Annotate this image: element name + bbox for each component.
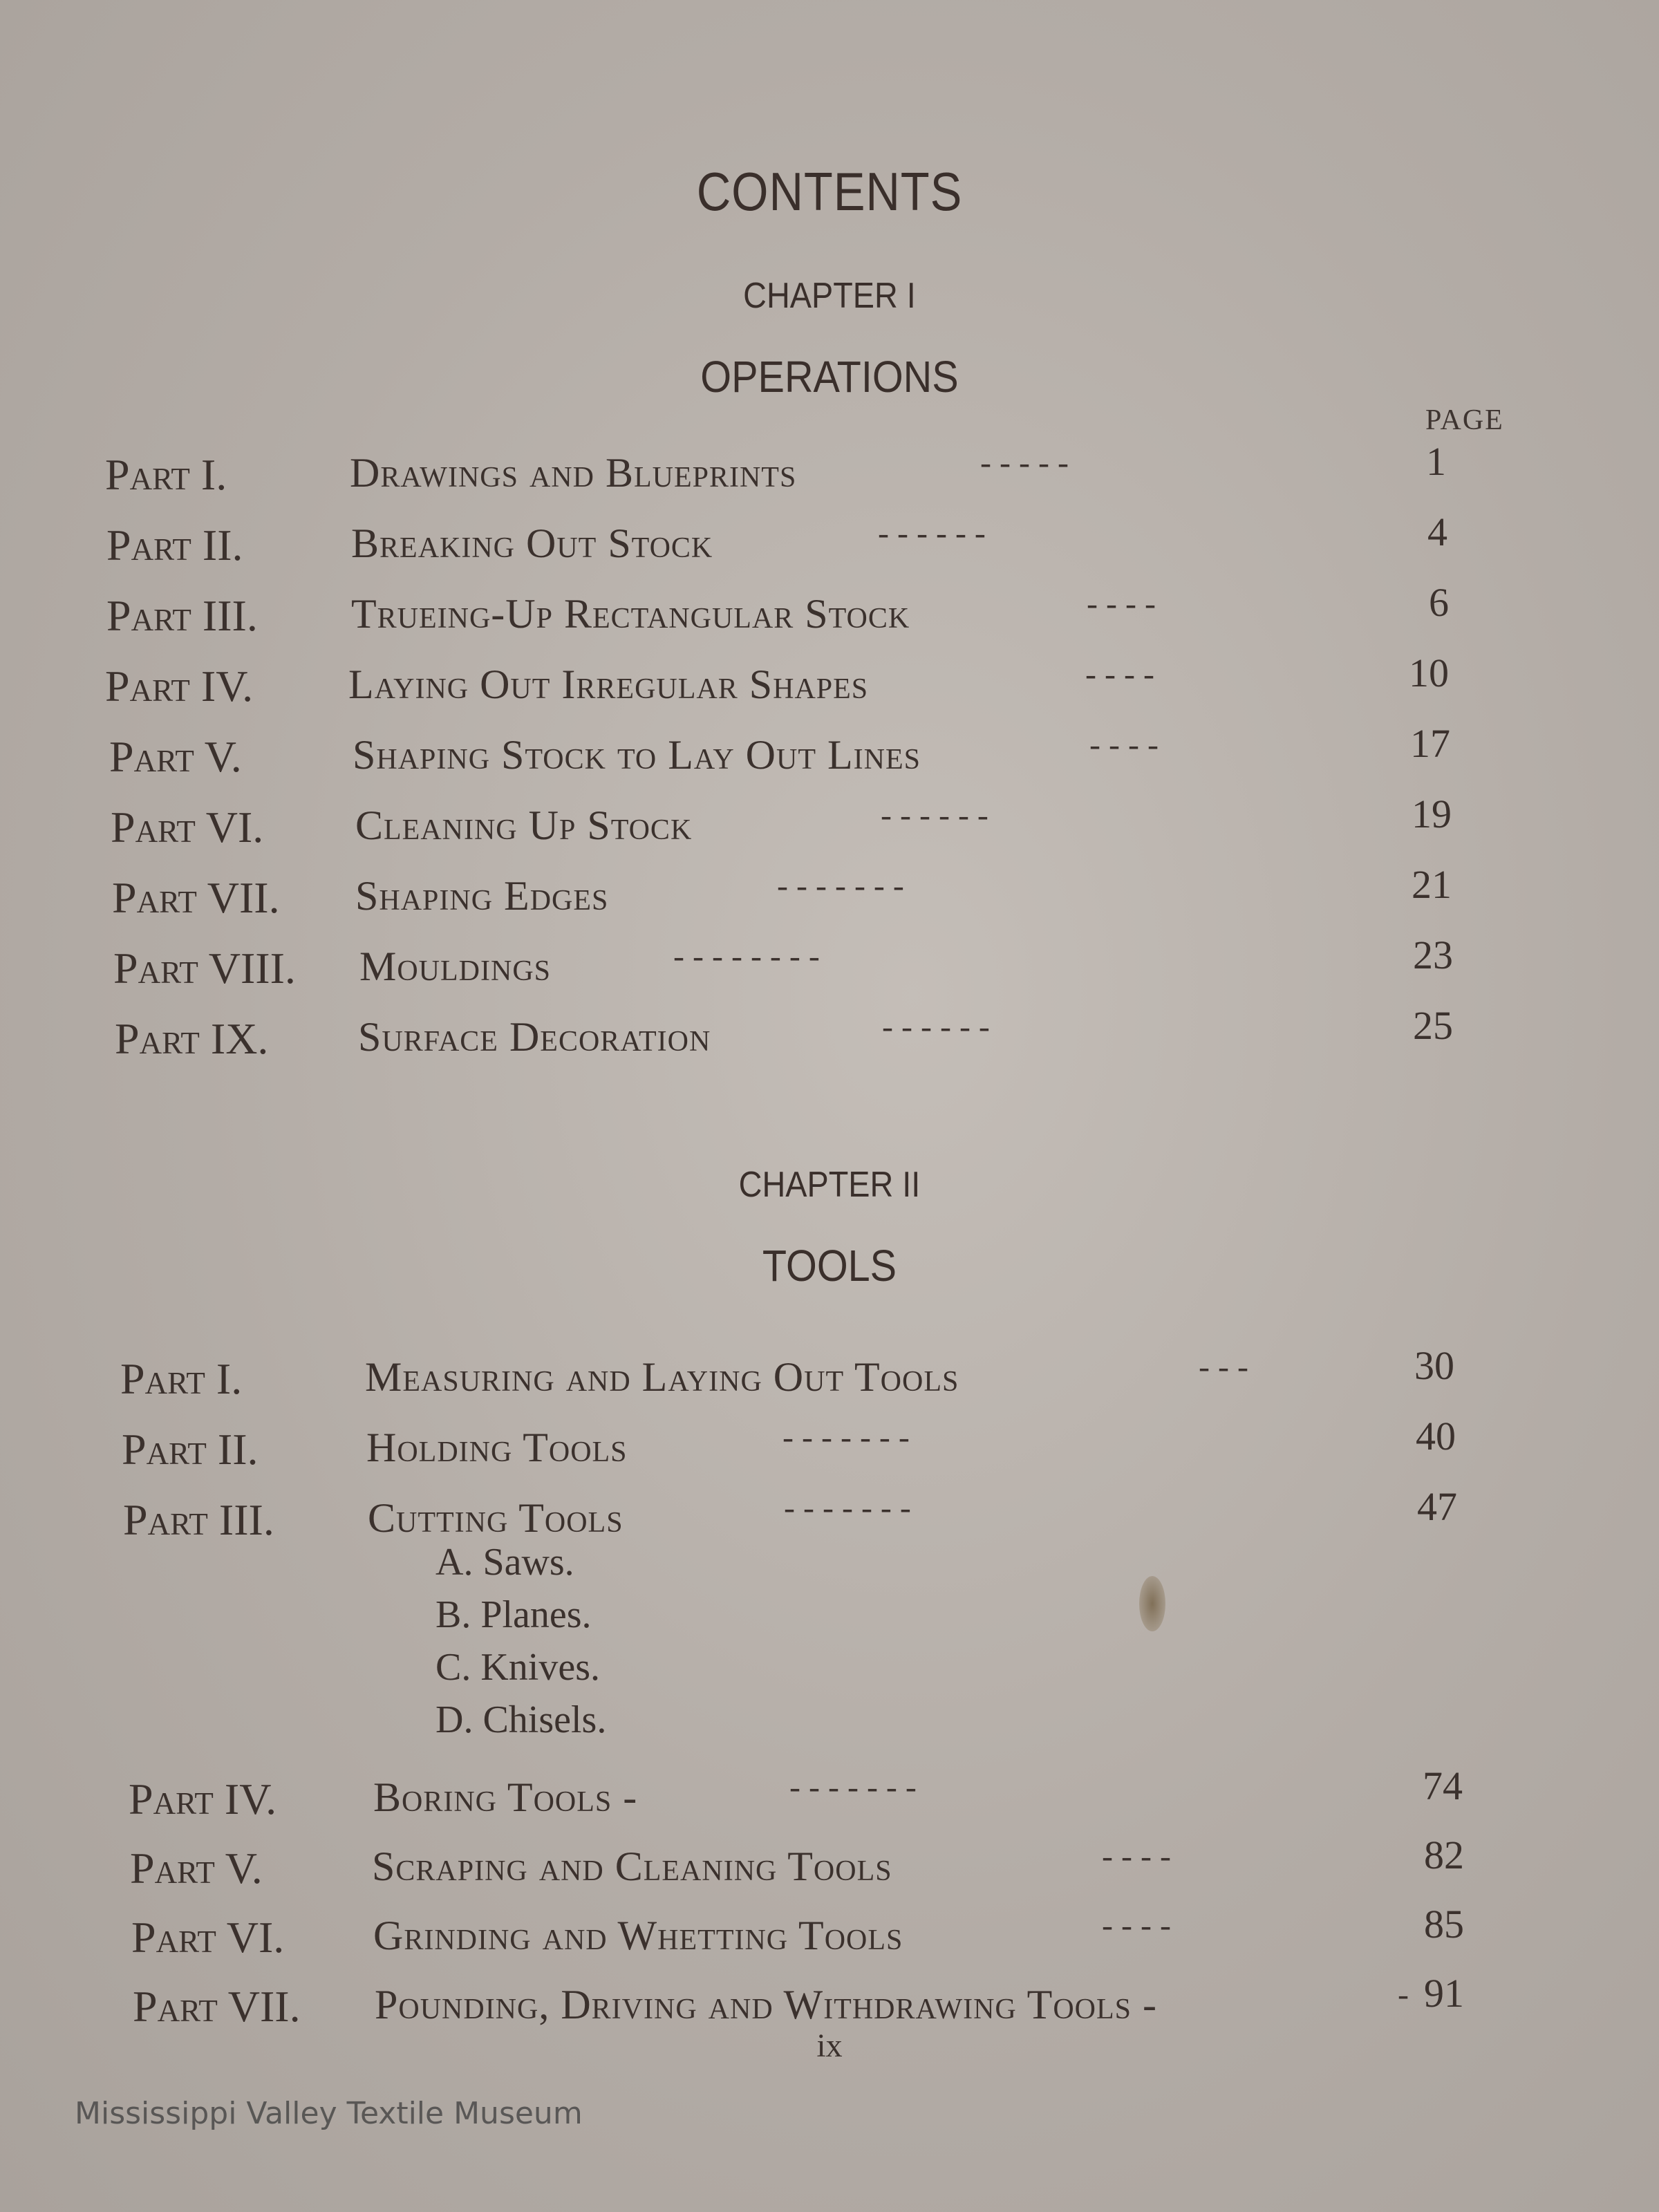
chapter-1-label: CHAPTER I — [743, 276, 916, 316]
leader-dashes: - - - - - - — [878, 515, 986, 552]
entry-title: Laying Out Irregular Shapes — [348, 662, 869, 707]
part-label: Part V. — [109, 732, 242, 781]
leader-dashes: - - - - — [1102, 1838, 1171, 1875]
sub-item-knives: C. Knives. — [435, 1646, 600, 1689]
toc-row — [112, 862, 1564, 928]
part-label: Part VII. — [133, 1982, 301, 2031]
part-label: Part IV. — [105, 662, 254, 711]
page-number: 10 — [1409, 650, 1449, 695]
leader-dashes: - - - - - - - - — [673, 938, 820, 975]
toc-row — [109, 721, 1561, 787]
part-label: Part III. — [123, 1495, 274, 1544]
page-number: 17 — [1410, 721, 1450, 766]
toc-row — [115, 1003, 1566, 1069]
page-number: 40 — [1416, 1414, 1456, 1459]
watermark: Mississippi Valley Textile Museum — [75, 2096, 583, 2131]
entry-title: Breaking Out Stock — [351, 521, 713, 566]
page-number: 25 — [1413, 1003, 1453, 1048]
leader-dashes: - - - - — [1085, 656, 1154, 693]
leader-dashes: - - - - - - — [881, 797, 988, 834]
page-number: 91 — [1424, 1971, 1464, 2016]
page-number: 23 — [1413, 932, 1453, 977]
leader-dashes: - - - - - - — [882, 1009, 990, 1045]
sub-item-saws: A. Saws. — [435, 1541, 574, 1584]
toc-row — [122, 1414, 1573, 1479]
toc-row — [113, 932, 1565, 998]
part-label: Part I. — [120, 1354, 243, 1403]
part-label: Part VIII. — [113, 944, 296, 993]
leader-dashes: - - - - — [1102, 1907, 1171, 1944]
leader-dashes: - - - - - - - — [782, 1419, 910, 1456]
toc-row — [123, 1484, 1575, 1550]
toc-row — [105, 650, 1557, 716]
part-label: Part II. — [122, 1425, 259, 1474]
toc-row — [106, 509, 1558, 575]
part-label: Part VII. — [112, 873, 280, 922]
chapter-1-name: OPERATIONS — [700, 352, 959, 402]
toc-row — [129, 1763, 1580, 1829]
toc-row — [120, 1343, 1572, 1409]
part-label: Part II. — [106, 521, 243, 570]
entry-title: Scraping and Cleaning Tools — [372, 1844, 892, 1889]
page-title: CONTENTS — [696, 161, 963, 222]
toc-row — [130, 1833, 1582, 1898]
entry-title: Cleaning Up Stock — [355, 803, 693, 848]
part-label: Part VI. — [131, 1913, 285, 1962]
entry-title: Shaping Stock to Lay Out Lines — [353, 732, 921, 778]
part-label: Part III. — [106, 591, 258, 640]
entry-title: Boring Tools - — [373, 1774, 638, 1820]
entry-title: Mouldings — [359, 944, 552, 989]
page-folio: ix — [816, 2027, 843, 2064]
entry-title: Surface Decoration — [358, 1014, 711, 1060]
sub-item-planes: B. Planes. — [435, 1593, 592, 1636]
leader-dashes: - - - — [1199, 1349, 1248, 1385]
part-label: Part IX. — [115, 1014, 269, 1063]
page-number: 19 — [1412, 791, 1452, 836]
sub-item-chisels: D. Chisels. — [435, 1698, 607, 1741]
page-column-label: PAGE — [1425, 404, 1504, 436]
leader-dashes: - - - - - — [980, 444, 1069, 481]
entry-title: Grinding and Whetting Tools — [373, 1913, 903, 1958]
leader-dashes: - - - - — [1087, 585, 1156, 622]
page-number: 85 — [1424, 1902, 1464, 1947]
chapter-2-name: TOOLS — [762, 1241, 897, 1291]
leader-dashes: - - - - - - - — [784, 1490, 911, 1526]
page-number: 74 — [1423, 1763, 1463, 1808]
part-label: Part I. — [105, 450, 227, 499]
entry-title: Holding Tools — [366, 1425, 628, 1470]
page-number: 82 — [1424, 1833, 1464, 1877]
entry-title: Pounding, Driving and Withdrawing Tools - — [375, 1982, 1157, 2027]
entry-title: Drawings and Blueprints — [350, 450, 797, 496]
entry-title: Cutting Tools — [368, 1495, 624, 1541]
toc-row — [105, 439, 1557, 505]
part-label: Part VI. — [111, 803, 264, 852]
page-number: 30 — [1414, 1343, 1454, 1388]
page-number: 47 — [1417, 1484, 1457, 1529]
toc-row — [106, 580, 1558, 646]
page-number: 6 — [1429, 580, 1449, 625]
page-number: 1 — [1426, 439, 1446, 484]
leader-dashes: - - - - - - - — [789, 1769, 917, 1806]
page-number: 4 — [1427, 509, 1447, 554]
toc-row — [111, 791, 1562, 857]
part-label: Part V. — [130, 1844, 263, 1893]
chapter-2-label: CHAPTER II — [738, 1165, 921, 1205]
entry-title: Shaping Edges — [355, 873, 609, 919]
leader-dashes: - — [1398, 1976, 1409, 2013]
leader-dashes: - - - - - - - — [777, 868, 904, 904]
entry-title: Trueing-Up Rectangular Stock — [351, 591, 910, 637]
part-label: Part IV. — [129, 1774, 277, 1824]
toc-row — [131, 1902, 1583, 1967]
page-number: 21 — [1412, 862, 1452, 907]
leader-dashes: - - - - — [1089, 727, 1159, 763]
paper-stain — [1139, 1576, 1165, 1631]
entry-title: Measuring and Laying Out Tools — [365, 1354, 959, 1400]
